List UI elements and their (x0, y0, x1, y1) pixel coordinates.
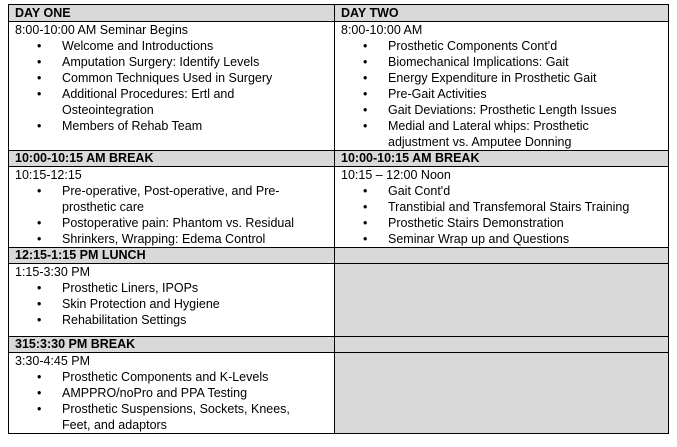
day-two-empty-cell (335, 264, 669, 337)
list-item: • Common Techniques Used in Surgery (62, 70, 334, 86)
day-one-session-1 (9, 22, 335, 151)
list-item: • Skin Protection and Hygiene (62, 296, 334, 312)
list-item: • Prosthetic Components Cont'd (388, 38, 668, 54)
list-item: • Prosthetic Liners, IPOPs (62, 280, 334, 296)
session-time: 8:00-10:00 AM (341, 23, 423, 37)
list-item: • Amputation Surgery: Identify Levels (62, 54, 334, 70)
day-two-break-1: 10:00-10:15 AM BREAK (335, 151, 669, 167)
day-one-break-1: 10:00-10:15 AM BREAK (9, 151, 335, 167)
day-one-break-2: 315:3:30 PM BREAK (9, 337, 335, 353)
session-time: 1:15-3:30 PM (15, 265, 91, 279)
session-row-4 (9, 353, 669, 434)
session-time: 10:15-12:15 (15, 168, 82, 182)
list-item: • Postoperative pain: Phantom vs. Residual (62, 215, 334, 231)
list-item: • Rehabilitation Settings (62, 312, 334, 328)
list-item: • AMPPRO/noPro and PPA Testing (62, 385, 334, 401)
day-two-title: DAY TWO (335, 5, 669, 22)
day-two-session-2 (335, 167, 669, 248)
list-item: • Energy Expenditure in Prosthetic Gait (388, 70, 668, 86)
session-row-1 (9, 22, 669, 151)
list-item: • Biomechanical Implications: Gait (388, 54, 668, 70)
day-two-lunch-empty (335, 248, 669, 264)
day-one-session-4 (9, 353, 335, 434)
lunch-row (9, 248, 669, 264)
topic-list (15, 280, 334, 328)
topic-list (15, 369, 334, 433)
break-row-2 (9, 337, 669, 353)
day-one-session-3 (9, 264, 335, 337)
list-item: • Pre-operative, Post-operative, and Pre-prosthetic care (62, 183, 307, 215)
list-item: • Pre-Gait Activities (388, 86, 668, 102)
list-item: • Additional Procedures: Ertl and Osteointegration (62, 86, 262, 118)
day-two-empty-cell (335, 337, 669, 353)
day-one-lunch: 12:15-1:15 PM LUNCH (9, 248, 335, 264)
session-time: 10:15 – 12:00 Noon (341, 168, 451, 182)
list-item: • Prosthetic Suspensions, Sockets, Knees, Feet, and adaptors (62, 401, 312, 433)
list-item: • Welcome and Introductions (62, 38, 334, 54)
list-item: • Prosthetic Stairs Demonstration (388, 215, 668, 231)
list-item: • Gait Cont'd (388, 183, 668, 199)
header-row (9, 5, 669, 22)
session-time: 8:00-10:00 AM Seminar Begins (15, 23, 189, 37)
topic-list (15, 183, 334, 247)
session-row-3 (9, 264, 669, 337)
day-one-session-2 (9, 167, 335, 248)
schedule-table (8, 4, 669, 434)
list-item: • Medial and Lateral whips: Prosthetic adjustment vs. Amputee Donning (388, 118, 628, 150)
list-item: • Transtibial and Transfemoral Stairs Training (388, 199, 668, 215)
list-item: • Shrinkers, Wrapping: Edema Control (62, 231, 334, 247)
topic-list (341, 38, 668, 150)
list-item: • Gait Deviations: Prosthetic Length Issues (388, 102, 668, 118)
day-one-title: DAY ONE (9, 5, 335, 22)
topic-list (341, 183, 668, 247)
list-item: • Seminar Wrap up and Questions (388, 231, 668, 247)
list-item: • Members of Rehab Team (62, 118, 334, 134)
topic-list (15, 38, 334, 134)
session-time: 3:30-4:45 PM (15, 354, 91, 368)
session-row-2 (9, 167, 669, 248)
day-two-session-1 (335, 22, 669, 151)
list-item: • Prosthetic Components and K-Levels (62, 369, 334, 385)
day-two-empty-cell (335, 353, 669, 434)
break-row-1 (9, 151, 669, 167)
